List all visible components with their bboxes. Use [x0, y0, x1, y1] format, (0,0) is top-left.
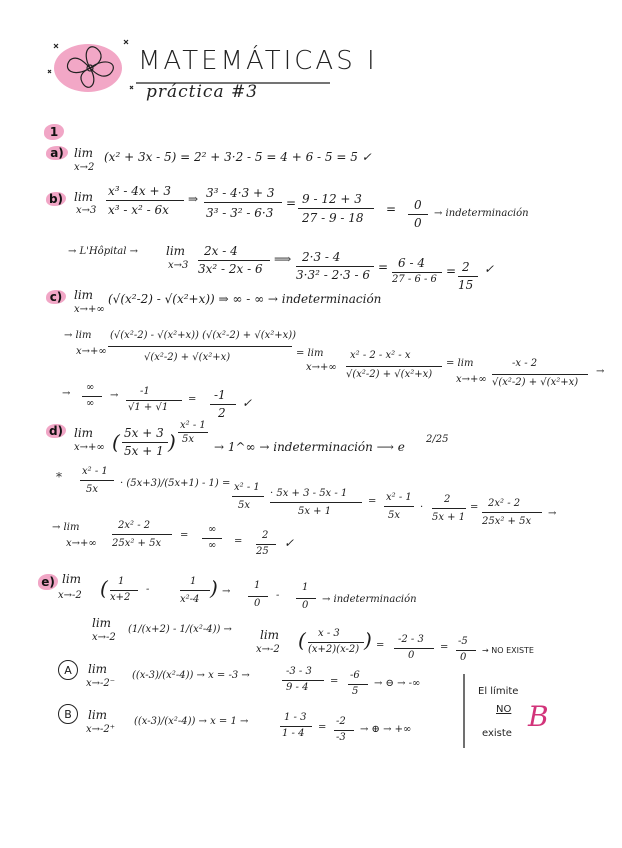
part-e-l2-a: (1/(x+2) - 1/(x²-4)) →: [128, 624, 232, 635]
case-a-marker: A: [58, 660, 78, 680]
paren: ): [168, 430, 176, 454]
part-c-lim: lim: [74, 288, 94, 302]
fraction-bar: [126, 400, 182, 401]
case-b-sub: x→-2⁺: [86, 724, 116, 735]
part-c-sub: x→+∞: [74, 304, 105, 315]
arrow: →: [222, 586, 231, 597]
part-d-l2-g-den: 25x² + 5x: [482, 516, 532, 527]
part-d-exp-den: 5x: [182, 434, 195, 445]
fraction-bar: [408, 214, 428, 215]
case-b-c-num: -2: [336, 716, 346, 727]
implies-arrow: ⟹: [274, 252, 292, 266]
case-b-c-den: -3: [336, 732, 346, 743]
fraction-bar: [210, 404, 236, 405]
part-b-h-sub: x→3: [168, 260, 189, 271]
part-c-l2-end: →: [596, 366, 605, 377]
fraction-bar: [432, 508, 466, 509]
equals-sign: =: [286, 196, 297, 210]
conclusion-line-2: NO: [496, 704, 512, 715]
arrow: →: [62, 388, 71, 399]
part-c-l2-r-sub: x→+∞: [456, 374, 487, 385]
part-c-l2-r-num: -x - 2: [512, 358, 538, 369]
equals-sign: =: [318, 722, 327, 733]
equals-sign: =: [376, 640, 385, 651]
part-e-lim: lim: [62, 572, 82, 586]
fraction-bar: [180, 590, 210, 591]
fraction-bar: [248, 596, 268, 597]
part-e-l2-b-num: -2 - 3: [398, 634, 424, 645]
fraction-bar: [108, 346, 292, 347]
hopital-label: → L'Hôpital →: [68, 246, 139, 257]
part-e-label: e): [38, 574, 58, 590]
fraction-bar: [82, 396, 102, 397]
case-a-c-num: -6: [350, 670, 360, 681]
arrow: →: [110, 390, 119, 401]
part-a-lim: lim: [74, 146, 94, 160]
part-d-result: → 1^∞ → indeterminación ⟶ e: [214, 440, 405, 454]
case-b-expr: ((x-3)/(x²-4)) → x = 1 →: [134, 716, 249, 727]
part-c-l2-num: (√(x²-2) - √(x²+x)) (√(x²-2) + √(x²+x)): [110, 330, 297, 341]
fraction-bar: [122, 442, 168, 443]
part-d-exp-num: x² - 1: [180, 420, 206, 431]
fraction-bar: [456, 650, 476, 651]
part-e-l2-lim: lim: [92, 616, 112, 630]
equals-sign: =: [440, 642, 449, 653]
part-b-sub: x→3: [76, 205, 97, 216]
part-e-r-b-num: 1: [302, 582, 309, 593]
part-e-l2-tail: → NO EXISTE: [482, 646, 534, 655]
case-a-b-num: -3 - 3: [286, 666, 312, 677]
part-b-frac3-num: 9 - 12 + 3: [302, 192, 362, 206]
brace-mark: [456, 672, 472, 752]
fraction-bar: [458, 276, 478, 277]
part-d-l2-g-num: 2x² - 2: [488, 498, 521, 509]
minus-sign: -: [146, 584, 150, 595]
problem-number: 1: [44, 124, 64, 140]
part-e-l2-frac-num: x - 3: [318, 628, 340, 639]
fraction-bar: [492, 374, 588, 375]
part-d-l2-a-den: 5x: [86, 484, 99, 495]
part-d-l3-b-den: 25: [256, 546, 269, 557]
paren: ): [364, 628, 372, 652]
part-b-frac1-den: x³ - x² - 6x: [108, 203, 169, 217]
part-d-lim: lim: [74, 426, 94, 440]
equals-sign: =: [180, 530, 189, 541]
part-e-b-den: x²-4: [180, 594, 200, 605]
part-d-base-num: 5x + 3: [124, 426, 164, 440]
part-b-h-frac4-den: 15: [458, 278, 474, 292]
part-b-frac4-num: 0: [414, 198, 422, 212]
part-d-l3-a-den: ∞: [208, 540, 217, 551]
part-b-frac2-num: 3³ - 4·3 + 3: [206, 186, 275, 200]
part-d-l2-c-den: 5x: [238, 500, 251, 511]
part-d-sub: x→+∞: [74, 442, 105, 453]
fraction-bar: [482, 512, 542, 513]
part-c-l2-r-den: √(x²-2) + √(x²+x): [492, 377, 579, 388]
page-title: MATEMÁTICAS I: [138, 46, 378, 76]
case-b-b-num: 1 - 3: [284, 712, 307, 723]
part-e-l2-sub2: x→-2: [256, 644, 280, 655]
fraction-bar: [394, 648, 434, 649]
part-c-l3-a-num: ∞: [86, 382, 95, 393]
part-e-l2-frac-den: (x+2)(x-2): [308, 644, 360, 655]
part-e-r-a-num: 1: [254, 580, 261, 591]
part-a-label: a): [46, 146, 68, 160]
equals-sign: =: [446, 264, 457, 278]
fraction-bar: [282, 680, 324, 681]
equals-sign: =: [368, 496, 377, 507]
part-c-l2-sub: x→+∞: [76, 346, 107, 357]
fraction-bar: [384, 506, 414, 507]
case-b-lim: lim: [88, 708, 108, 722]
part-e-r-b-den: 0: [302, 600, 309, 611]
part-b-h-frac1-num: 2x - 4: [204, 244, 238, 258]
part-c-l3-b-den: √1 + √1: [128, 402, 169, 413]
page-subtitle: práctica #3: [146, 82, 259, 102]
part-b-tail: → indeterminación: [434, 208, 529, 219]
equals-sign: =: [234, 536, 243, 547]
part-c-l3-b-num: -1: [140, 386, 150, 397]
part-b-h-lim: lim: [166, 244, 186, 258]
part-c-l2-mid-den: √(x²-2) + √(x²+x): [346, 369, 433, 380]
part-e-l2-sub: x→-2: [92, 632, 116, 643]
part-c-l2-mid-sub: x→+∞: [306, 362, 337, 373]
part-b-h-frac3-num: 6 - 4: [398, 256, 425, 270]
part-d-e-exp: 2/25: [426, 434, 449, 445]
part-e-sub: x→-2: [58, 590, 82, 601]
fraction-bar: [298, 208, 374, 209]
part-b-lim: lim: [74, 190, 94, 204]
part-e-b-num: 1: [190, 576, 197, 587]
part-b-frac1-num: x³ - 4x + 3: [108, 184, 171, 198]
paren: (: [112, 430, 120, 454]
case-a-sub: x→-2⁻: [86, 678, 116, 689]
fraction-bar: [346, 366, 442, 367]
fraction-bar: [296, 266, 374, 267]
part-e-r-a-den: 0: [254, 598, 261, 609]
fraction-bar: [80, 480, 114, 481]
paren: (: [298, 628, 306, 652]
case-b-marker: B: [58, 704, 78, 724]
part-c-l2-mid-num: x² - 2 - x² - x: [350, 350, 411, 361]
paren: (: [100, 576, 108, 600]
part-b-label: b): [46, 192, 66, 206]
part-e-a-den: x+2: [110, 592, 131, 603]
equals-sign: =: [330, 676, 339, 687]
part-d-l2-e-num: x² - 1: [386, 492, 412, 503]
case-b-tail: → ⊕ → +∞: [360, 724, 412, 735]
part-d-l3-sub: x→+∞: [66, 538, 97, 549]
part-b-h-frac3-den: 27 - 6 - 6: [392, 274, 437, 285]
fraction-bar: [110, 590, 138, 591]
part-b-frac3-den: 27 - 9 - 18: [302, 211, 364, 225]
part-c-l2-r-lim: = lim: [446, 358, 474, 369]
fraction-bar: [348, 684, 368, 685]
paren: ): [210, 576, 218, 600]
fraction-bar: [202, 538, 222, 539]
case-a-c-den: 5: [352, 686, 359, 697]
asterisk-mark: *: [56, 470, 62, 484]
part-c-l2-mid-lim: = lim: [296, 348, 324, 359]
part-b-h-frac1-den: 3x² - 2x - 6: [198, 262, 263, 276]
part-c-l3-a-den: ∞: [86, 398, 95, 409]
fraction-bar: [178, 432, 208, 433]
part-a-expression: (x² + 3x - 5) = 2² + 3·2 - 5 = 4 + 6 - 5 = 5 ✓: [104, 150, 372, 164]
fraction-bar: [308, 642, 364, 643]
fraction-bar: [256, 544, 276, 545]
fraction-bar: [106, 200, 184, 201]
part-b-h-frac2-den: 3·3² - 2·3 - 6: [296, 268, 370, 282]
part-d-l2-d-den: 5x + 1: [298, 506, 332, 517]
part-d-l2-a-num: x² - 1: [82, 466, 108, 477]
check-mark: ✓: [284, 536, 295, 550]
part-d-l2-f-num: 2: [444, 494, 451, 505]
case-b-b-den: 1 - 4: [282, 728, 305, 739]
case-a-b-den: 9 - 4: [286, 682, 309, 693]
part-d-l2-c-num: x² - 1: [234, 482, 260, 493]
part-b-frac4-den: 0: [414, 216, 422, 230]
part-c-l3-c-num: -1: [214, 388, 226, 402]
fraction-bar: [232, 496, 264, 497]
conclusion-line-3: existe: [482, 728, 512, 739]
flower-doodle-icon: [40, 30, 140, 102]
fraction-bar: [204, 202, 282, 203]
part-e-a-num: 1: [118, 576, 125, 587]
part-e-l2-lim2: lim: [260, 628, 280, 642]
part-d-l3-num: 2x² - 2: [118, 520, 151, 531]
part-e-l2-b-den: 0: [408, 650, 415, 661]
part-b-frac2-den: 3³ - 3² - 6·3: [206, 206, 274, 220]
part-c-expression: (√(x²-2) - √(x²+x)) ⇒ ∞ - ∞ → indeterminación: [108, 292, 382, 306]
part-b-h-frac4-num: 2: [462, 260, 470, 274]
part-d-l2-f-den: 5x + 1: [432, 512, 466, 523]
part-a-sub: x→2: [74, 162, 95, 173]
part-e-l2-c-num: -5: [458, 636, 468, 647]
part-d-l2-end: →: [548, 508, 557, 519]
minus-sign: -: [276, 590, 280, 601]
fraction-bar: [198, 260, 270, 261]
equals-sign: =: [188, 394, 197, 405]
part-d-l2-d-num: · 5x + 3 - 5x - 1: [270, 488, 348, 499]
fraction-bar: [280, 726, 312, 727]
part-d-l3-a-num: ∞: [208, 524, 217, 535]
part-c-l2-den: √(x²-2) + √(x²+x): [144, 352, 231, 363]
fraction-bar: [334, 730, 354, 731]
case-a-expr: ((x-3)/(x²-4)) → x = -3 →: [132, 670, 250, 681]
implies-arrow: ⇒: [188, 192, 199, 206]
part-d-l2-b: · (5x+3)/(5x+1) - 1) =: [120, 478, 231, 489]
part-e-tail: → indeterminación: [322, 594, 417, 605]
dot-operator: ·: [420, 502, 424, 513]
fraction-bar: [392, 272, 442, 273]
part-d-l3-lim: → lim: [52, 522, 80, 533]
part-b-h-frac2-num: 2·3 - 4: [302, 250, 341, 264]
part-c-l2-lim: → lim: [64, 330, 92, 341]
part-c-label: c): [46, 290, 66, 304]
part-d-label: d): [46, 424, 66, 438]
equals-sign: =: [470, 502, 479, 513]
grade-mark: B: [528, 700, 549, 733]
case-a-tail: → ⊖ → -∞: [374, 678, 421, 689]
equals-sign: =: [386, 202, 397, 216]
conclusion-line-1: El límite: [478, 686, 519, 697]
check-mark: ✓: [484, 262, 495, 276]
part-e-l2-c-den: 0: [460, 652, 467, 663]
fraction-bar: [296, 598, 316, 599]
part-c-l3-c-den: 2: [218, 406, 226, 420]
fraction-bar: [270, 502, 362, 503]
fraction-bar: [112, 534, 172, 535]
case-a-lim: lim: [88, 662, 108, 676]
equals-sign: =: [378, 260, 389, 274]
part-d-base-den: 5x + 1: [124, 444, 164, 458]
part-d-l3-b-num: 2: [262, 530, 269, 541]
part-d-l3-den: 25x² + 5x: [112, 538, 162, 549]
part-d-l2-e-den: 5x: [388, 510, 401, 521]
check-mark: ✓: [242, 396, 253, 410]
